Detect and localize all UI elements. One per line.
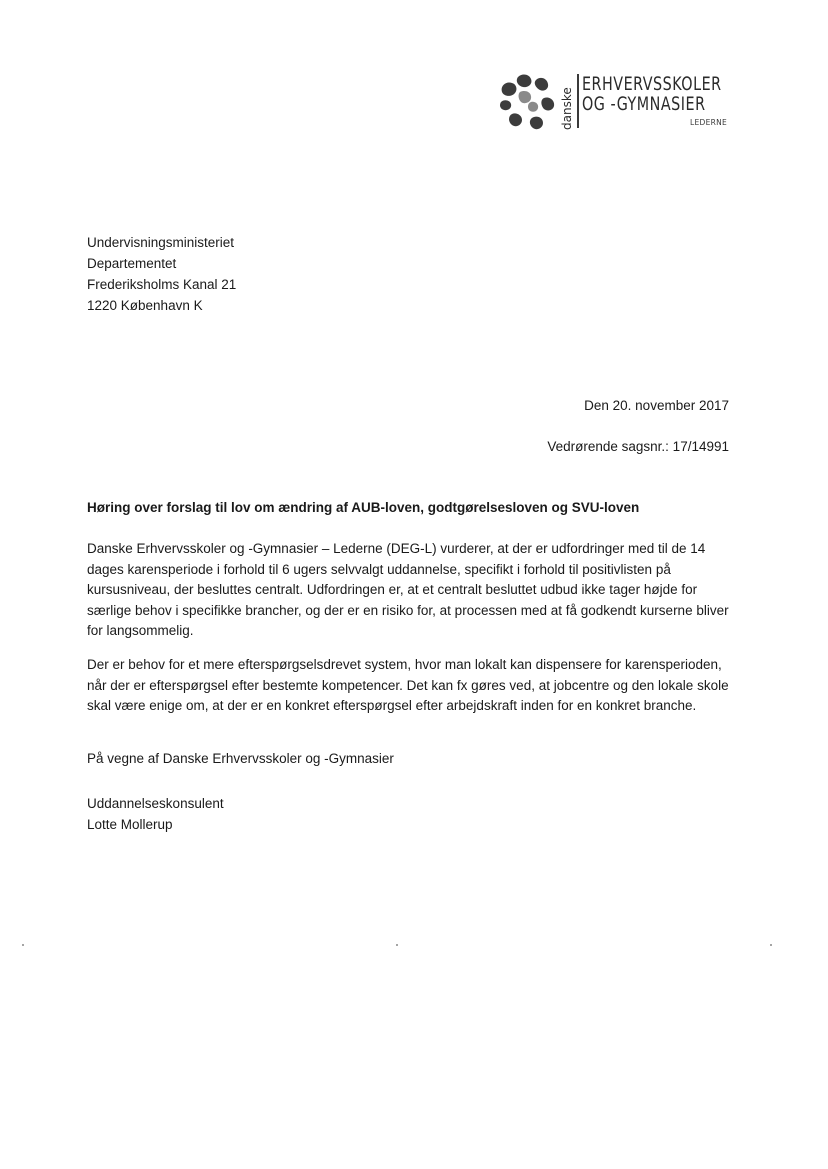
recipient-line-2: Departementet bbox=[87, 256, 177, 271]
recipient-line-3: Frederiksholms Kanal 21 bbox=[87, 277, 237, 292]
letter-subject: Høring over forslag til lov om ændring af AUB-loven, godtgørelsesloven og SVU-loven bbox=[87, 500, 640, 515]
recipient-line-4: 1220 København K bbox=[87, 298, 203, 313]
body-paragraph-1: Danske Erhvervsskoler og -Gymnasier – Lederne (DEG-L) vurderer, at der er udfordringer med til de 14 dages karensperiode i forhold til 6 ugers selvvalgt uddannelse, specifikt i forhold til positivlisten på kursusniveau, der besluttes centralt. Udfordringen er, at et centralt besluttet udbud ikke tager højde for særlige behov i specifikke brancher, og der er en risiko for, at processen med at få godkendt kurserne bliver for langsommelig. bbox=[87, 541, 729, 638]
recipient-address bbox=[87, 232, 236, 316]
body-paragraph-2: Der er behov for et mere efterspørgselsdrevet system, hvor man lokalt kan dispensere for karensperioden, når der er efterspørgsel efter bestemte kompetencer. Det kan fx gøres ved, at jobcentre og den lokale skole skal være enige om, at der er en konkret efterspørgsel efter arbejdskraft inden for en konkret branche. bbox=[87, 657, 729, 713]
signer-title: Uddannelseskonsulent bbox=[87, 796, 224, 811]
logo-subtitle: LEDERNE bbox=[690, 118, 728, 127]
scan-speck bbox=[396, 944, 398, 946]
letter-date: Den 20. november 2017 bbox=[584, 398, 729, 413]
logo-line-1: ERHVERVSSKOLER bbox=[582, 74, 722, 95]
case-reference: Vedrørende sagsnr.: 17/14991 bbox=[547, 439, 729, 454]
recipient-line-1: Undervisningsministeriet bbox=[87, 235, 235, 250]
logo-danske-text: danske bbox=[560, 87, 574, 130]
scan-speck bbox=[22, 944, 24, 946]
organization-logo bbox=[498, 68, 738, 138]
logo-line-2: OG -GYMNASIER bbox=[582, 94, 706, 115]
signature-block bbox=[87, 793, 224, 835]
closing-line: På vegne af Danske Erhvervsskoler og -Gymnasier bbox=[87, 751, 394, 766]
flower-icon bbox=[498, 72, 558, 134]
signer-name: Lotte Mollerup bbox=[87, 817, 173, 832]
logo-divider bbox=[577, 74, 579, 128]
scan-speck bbox=[770, 944, 772, 946]
